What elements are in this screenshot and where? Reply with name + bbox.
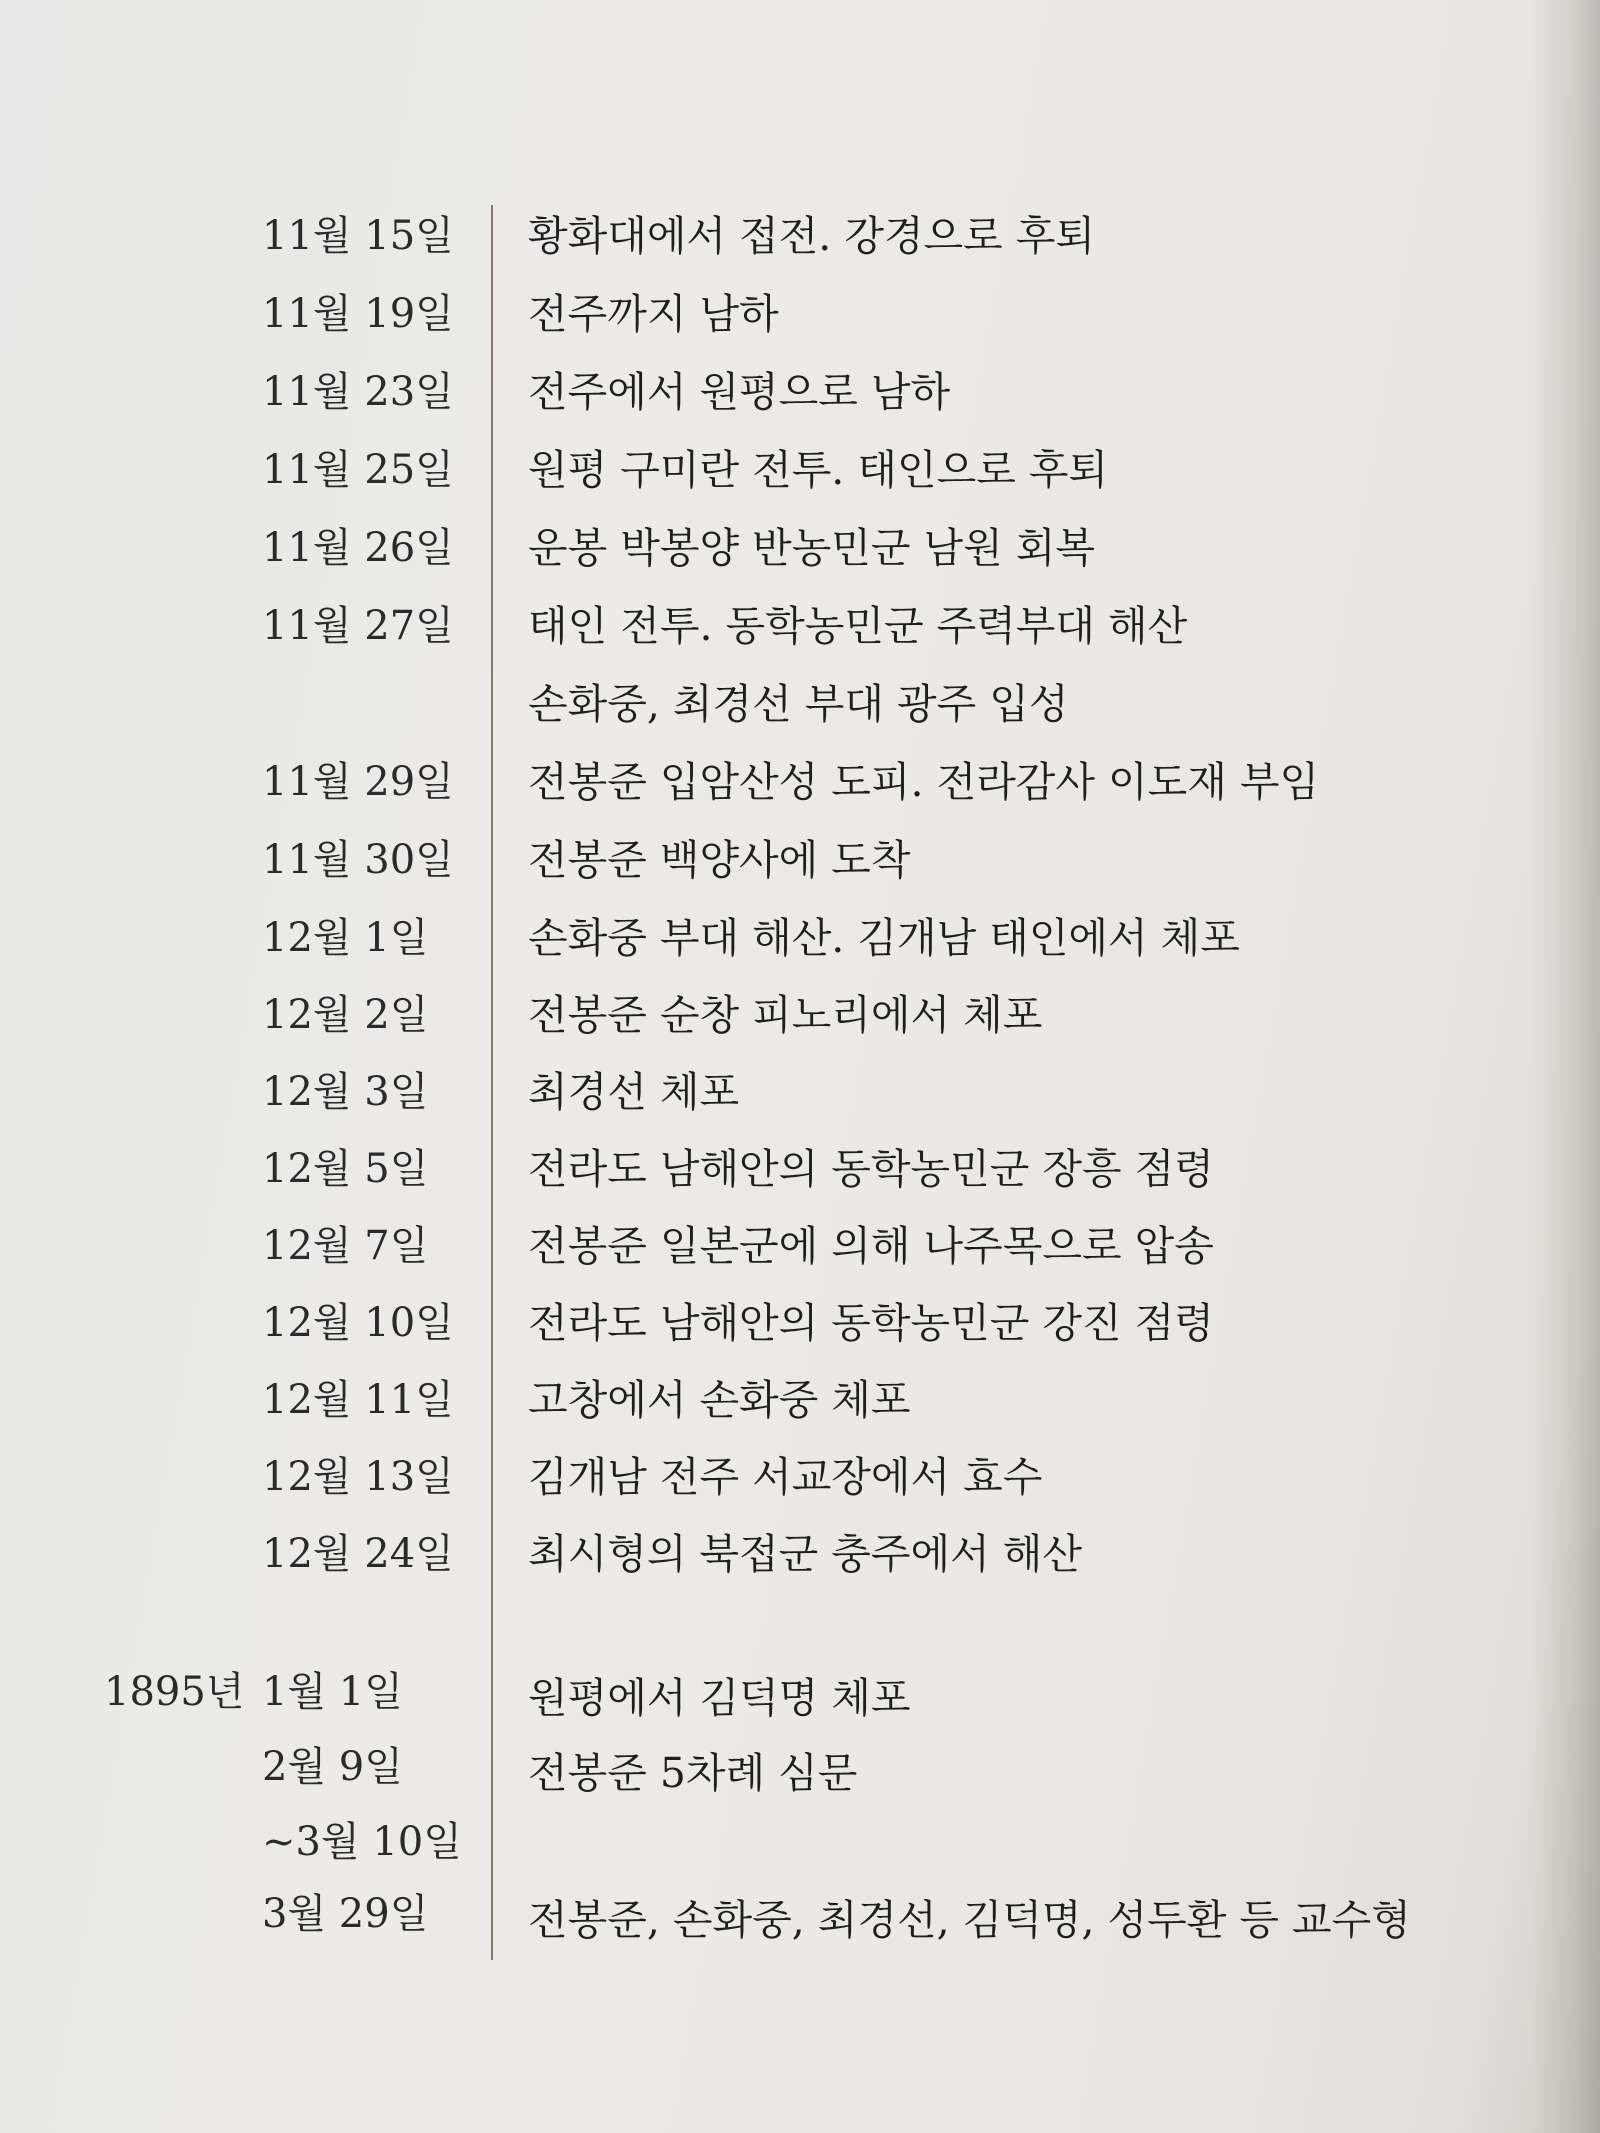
entry-date: 12월 2일	[262, 992, 429, 1038]
entry-date: 2월 9일	[262, 1744, 403, 1790]
entry-date: 11월 15일	[262, 213, 454, 259]
entry-event: 전봉준 5차례 심문	[528, 1749, 858, 1797]
entry-date: 11월 25일	[262, 447, 454, 493]
timeline-row	[0, 1293, 1600, 1353]
timeline-row	[0, 1662, 1600, 1722]
timeline-row	[0, 1447, 1600, 1507]
timeline-row	[0, 908, 1600, 968]
entry-event: 전봉준 순창 피노리에서 체포	[528, 991, 1043, 1039]
entry-date: 12월 3일	[262, 1069, 429, 1115]
timeline-row	[0, 284, 1600, 344]
entry-event: 원평 구미란 전투. 태인으로 후퇴	[528, 446, 1109, 494]
timeline-row	[0, 1139, 1600, 1199]
timeline-row	[0, 752, 1600, 812]
timeline-row	[0, 440, 1600, 500]
entry-date: 12월 5일	[262, 1146, 429, 1192]
entry-event: 태인 전투. 동학농민군 주력부대 해산	[528, 602, 1188, 650]
timeline-row	[0, 206, 1600, 266]
entry-event: 전주까지 남하	[528, 290, 779, 338]
timeline-row	[0, 1812, 1600, 1872]
entry-event: 고창에서 손화중 체포	[528, 1376, 911, 1424]
entry-date: 12월 11일	[262, 1377, 454, 1423]
timeline-row	[0, 1737, 1600, 1797]
entry-date: 3월 29일	[262, 1891, 429, 1937]
entry-event: 전봉준 입암산성 도피. 전라감사 이도재 부임	[528, 758, 1320, 806]
entry-event: 원평에서 김덕명 체포	[528, 1674, 911, 1722]
entry-date: 12월 10일	[262, 1300, 454, 1346]
entry-date: 11월 19일	[262, 291, 454, 337]
timeline-row	[0, 362, 1600, 422]
entry-date: 11월 23일	[262, 369, 454, 415]
timeline-row	[0, 1524, 1600, 1584]
timeline-row	[0, 596, 1600, 656]
entry-date: 1월 1일	[262, 1669, 403, 1715]
entry-date: 12월 1일	[262, 915, 429, 961]
entry-event: 손화중 부대 해산. 김개남 태인에서 체포	[528, 914, 1240, 962]
entry-event: 전라도 남해안의 동학농민군 강진 점령	[528, 1299, 1214, 1347]
timeline-row	[0, 1062, 1600, 1122]
entry-event: 전주에서 원평으로 남하	[528, 368, 951, 416]
entry-event: 김개남 전주 서교장에서 효수	[528, 1453, 1043, 1501]
entry-date: 11월 26일	[262, 525, 454, 571]
entry-event: 전봉준 백양사에 도착	[528, 836, 911, 884]
timeline-row	[0, 830, 1600, 890]
timeline-row	[0, 1370, 1600, 1430]
entry-date: 11월 30일	[262, 837, 454, 883]
entry-date: 12월 24일	[262, 1531, 454, 1577]
entry-event: 전봉준 일본군에 의해 나주목으로 압송	[528, 1222, 1214, 1270]
entry-date: 11월 27일	[262, 603, 454, 649]
entry-date: 12월 13일	[262, 1454, 454, 1500]
entry-event: 전라도 남해안의 동학농민군 장흥 점령	[528, 1145, 1214, 1193]
entry-date: 11월 29일	[262, 759, 454, 805]
entry-year: 1895년	[104, 1669, 245, 1715]
timeline-row	[0, 985, 1600, 1045]
timeline-row	[0, 518, 1600, 578]
entry-date: 12월 7일	[262, 1223, 429, 1269]
entry-event: 운봉 박봉양 반농민군 남원 회복	[528, 524, 1096, 572]
timeline-row	[0, 1884, 1600, 1944]
entry-event: 최경선 체포	[528, 1068, 740, 1116]
timeline-row	[0, 674, 1600, 734]
entry-event: 손화중, 최경선 부대 광주 입성	[528, 680, 1069, 728]
timeline-row	[0, 1216, 1600, 1276]
entry-event: 전봉준, 손화중, 최경선, 김덕명, 성두환 등 교수형	[528, 1896, 1411, 1944]
entry-date: ~3월 10일	[262, 1819, 462, 1865]
entry-event: 최시형의 북접군 충주에서 해산	[528, 1530, 1082, 1578]
entry-event: 황화대에서 접전. 강경으로 후퇴	[528, 212, 1096, 260]
